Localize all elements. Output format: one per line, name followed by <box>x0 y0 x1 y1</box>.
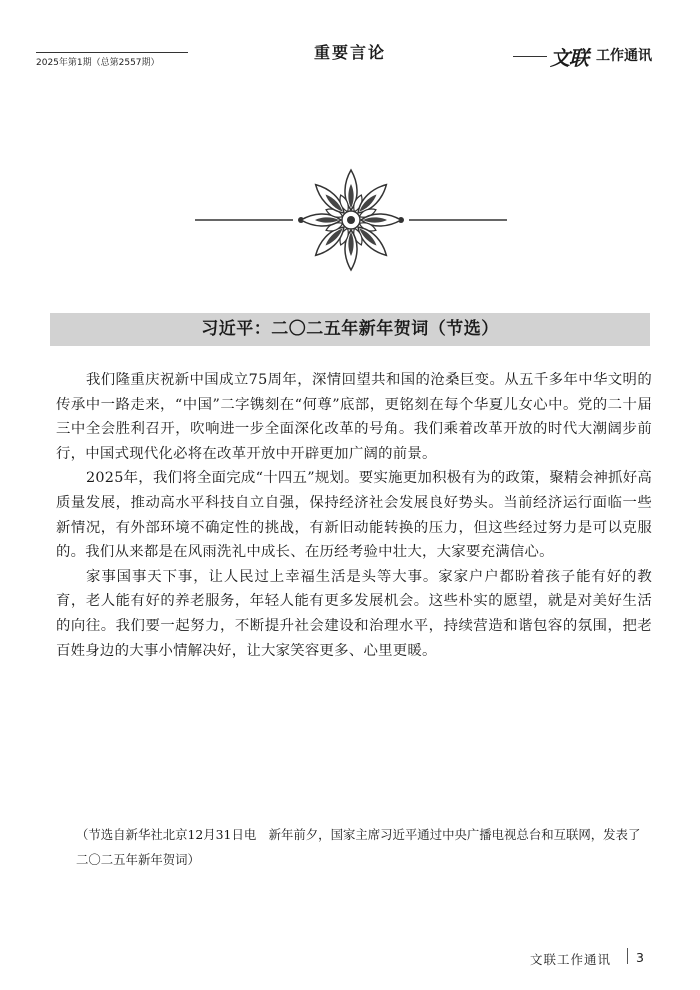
footer-publication: 文联工作通讯 <box>530 952 612 967</box>
paragraph: 我们隆重庆祝新中国成立75周年，深情回望共和国的沧桑巨变。从五千多年中华文明的传承中一路走来，“中国”二字镌刻在“何尊”底部，更铭刻在每个华夏儿女心中。党的二十届三中全会胜利召开，吹响进一步全面深化改革的号角。我们乘着改革开放的时代大潮阔步前行，中国式现代化必将在改革开放中开辟更加广阔的前景。 <box>56 372 652 462</box>
paragraph: 家事国事天下事，让人民过上幸福生活是头等大事。家家户户都盼着孩子能有好的教育，老人能有好的养老服务，年轻人能有更多发展机会。这些朴实的愿望，就是对美好生活的向往。我们要一起努力，不断提升社会建设和治理水平，持续营造和谐包容的氛围，把老百姓身边的大事小情解决好，让大家笑容更多、心里更暖。 <box>56 568 652 659</box>
article-body <box>56 368 652 663</box>
article-title-bar <box>50 313 650 346</box>
article-title: 习近平：二〇二五年新年贺词（节选） <box>201 319 499 339</box>
publication-name: 工作通讯 <box>596 48 652 64</box>
floral-ornament-icon <box>195 168 507 280</box>
source-note: （节选自新华社北京12月31日电 新年前夕，国家主席习近平通过中央广播电视总台和互联网，发表了二〇二五年新年贺词） <box>76 827 641 867</box>
footer-divider <box>627 948 628 964</box>
section-title: 重要言论 <box>313 43 386 62</box>
publication-logo: 文联 <box>550 46 588 70</box>
page-number: 3 <box>636 950 644 965</box>
paragraph: 2025年，我们将全面完成“十四五”规划。要实施更加积极有为的政策，聚精会神抓好高质量发展，推动高水平科技自立自强，保持经济社会发展良好势头。当前经济运行面临一些新情况，有外部环境不确定性的挑战，有新旧动能转换的压力，但这些经过努力是可以克服的。我们从来都是在风雨洗礼中成长、在历经考验中壮大，大家要充满信心。 <box>56 470 652 561</box>
header-rule <box>513 56 547 57</box>
issue-info: 2025年第1期（总第2557期） <box>36 52 188 68</box>
